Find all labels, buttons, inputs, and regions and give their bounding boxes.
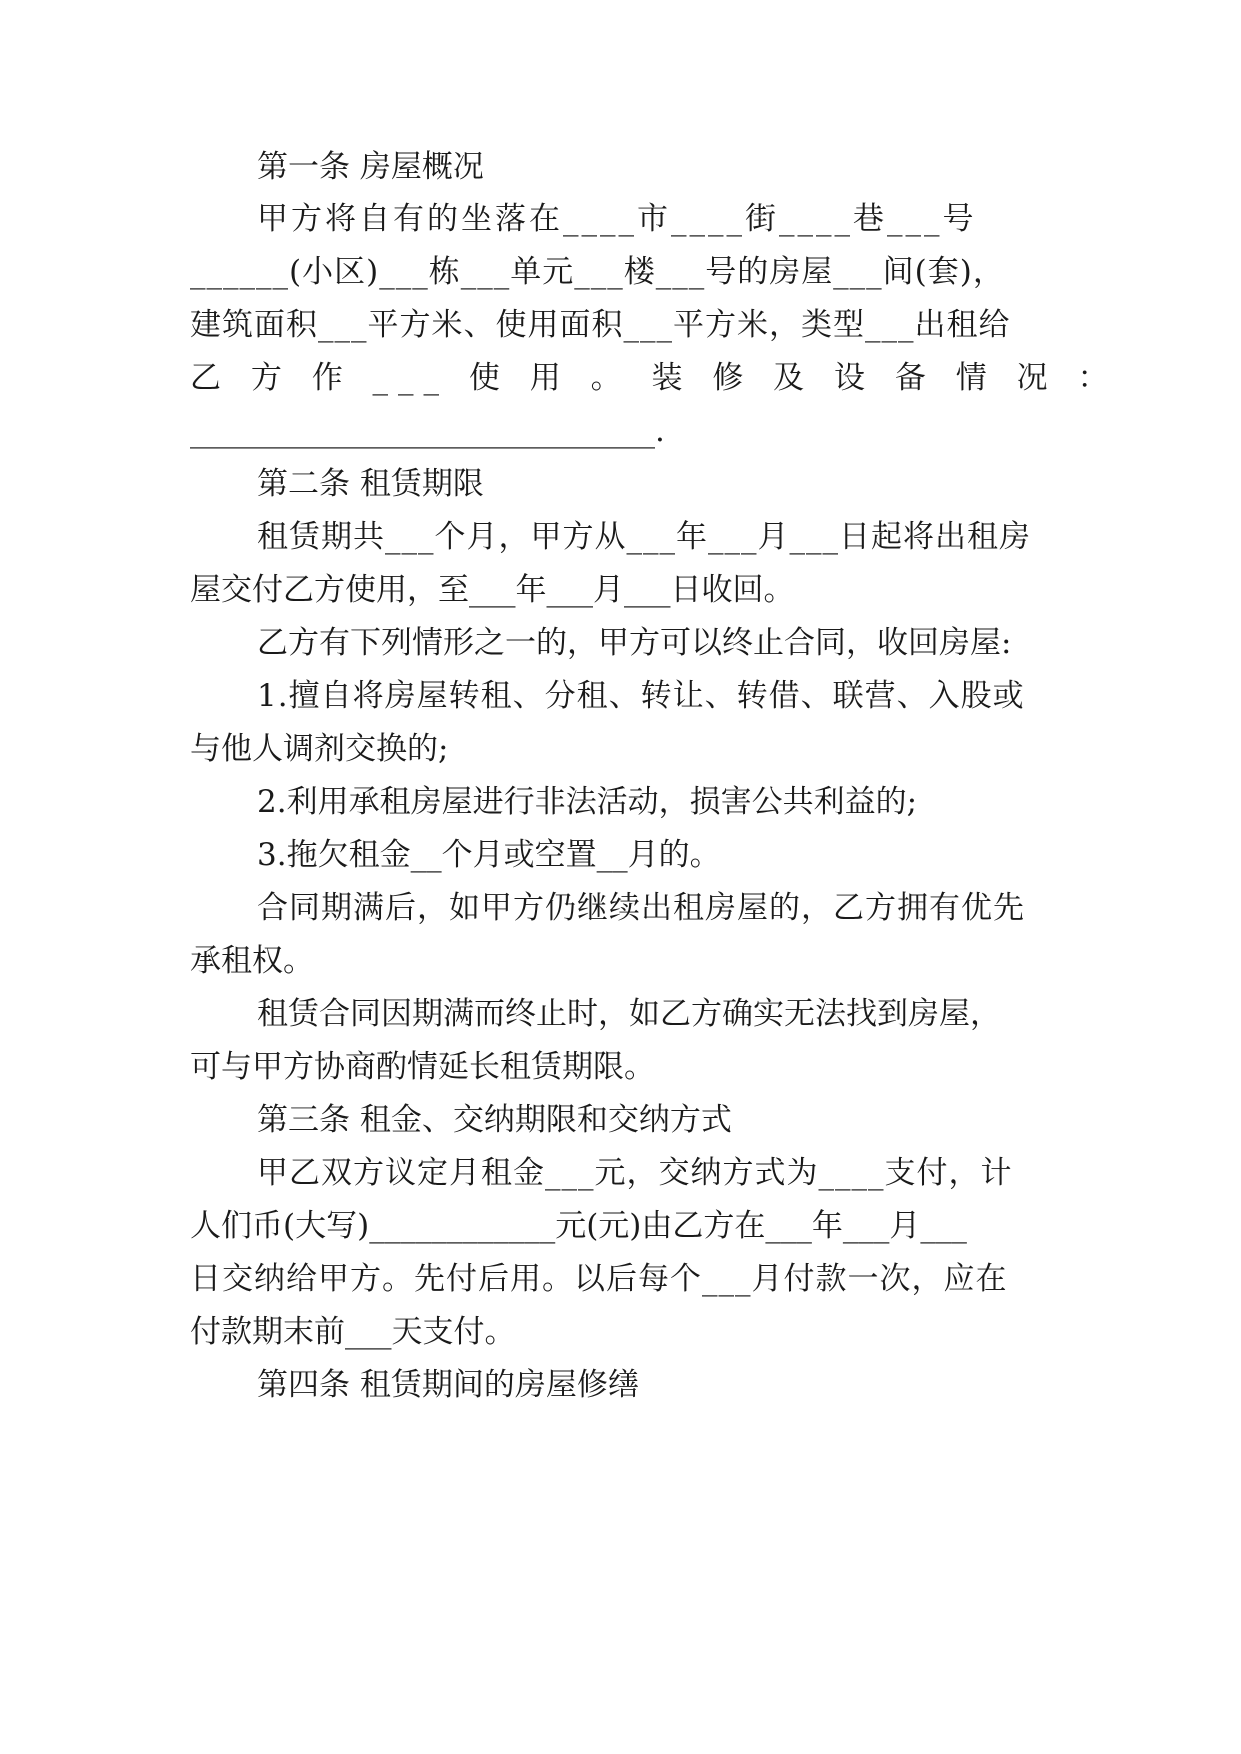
section-heading-2: 第二条 租赁期限 (257, 466, 484, 502)
section-heading-4: 第四条 租赁期间的房屋修缮 (257, 1367, 639, 1403)
paragraph-line: 2.利用承租房屋进行非法活动，损害公共利益的; (257, 784, 918, 820)
paragraph-line: 合同期满后，如甲方仍继续出租房屋的，乙方拥有优先 (257, 890, 1025, 926)
paragraph-line: 3.拖欠租金__个月或空置__月的。 (257, 837, 721, 873)
paragraph-line: 付款期末前___天支付。 (190, 1314, 516, 1350)
paragraph-line: 租赁期共___个月，甲方从___年___月___日起将出租房 (257, 519, 1031, 555)
paragraph-line: 乙方有下列情形之一的，甲方可以终止合同，收回房屋: (257, 625, 1012, 661)
paragraph-line: 建筑面积___平方米、使用面积___平方米，类型___出租给 (190, 307, 1011, 343)
paragraph-line: 可与甲方协商酌情延长租赁期限。 (190, 1049, 655, 1085)
paragraph-line: 1.擅自将房屋转租、分租、转让、转借、联营、入股或 (257, 678, 1025, 714)
paragraph-line: 人们币(大写)____________元(元)由乙方在___年___月___ (190, 1208, 967, 1244)
paragraph-line: ______(小区)___栋___单元___楼___号的房屋___间(套)， (190, 254, 1005, 290)
paragraph-line: 甲乙双方议定月租金___元，交纳方式为____支付，计 (257, 1155, 1013, 1191)
paragraph-line: ______________________________. (190, 413, 665, 449)
paragraph-line: 与他人调剂交换的; (190, 731, 449, 767)
paragraph-line: 租赁合同因期满而终止时，如乙方确实无法找到房屋， (257, 996, 1001, 1032)
paragraph-line: 承租权。 (190, 943, 314, 979)
paragraph-line: 甲方将自有的坐落在____市____街____巷___号 (257, 201, 977, 237)
paragraph-line: 乙 方 作 ___ 使 用 。 装 修 及 设 备 情 况 ： (190, 360, 1119, 396)
paragraph-line: 屋交付乙方使用，至___年___月___日收回。 (190, 572, 795, 608)
section-heading-1: 第一条 房屋概况 (257, 149, 484, 185)
paragraph-line: 日交纳给甲方。先付后用。以后每个___月付款一次，应在 (190, 1261, 1008, 1297)
section-heading-3: 第三条 租金、交纳期限和交纳方式 (257, 1102, 732, 1138)
